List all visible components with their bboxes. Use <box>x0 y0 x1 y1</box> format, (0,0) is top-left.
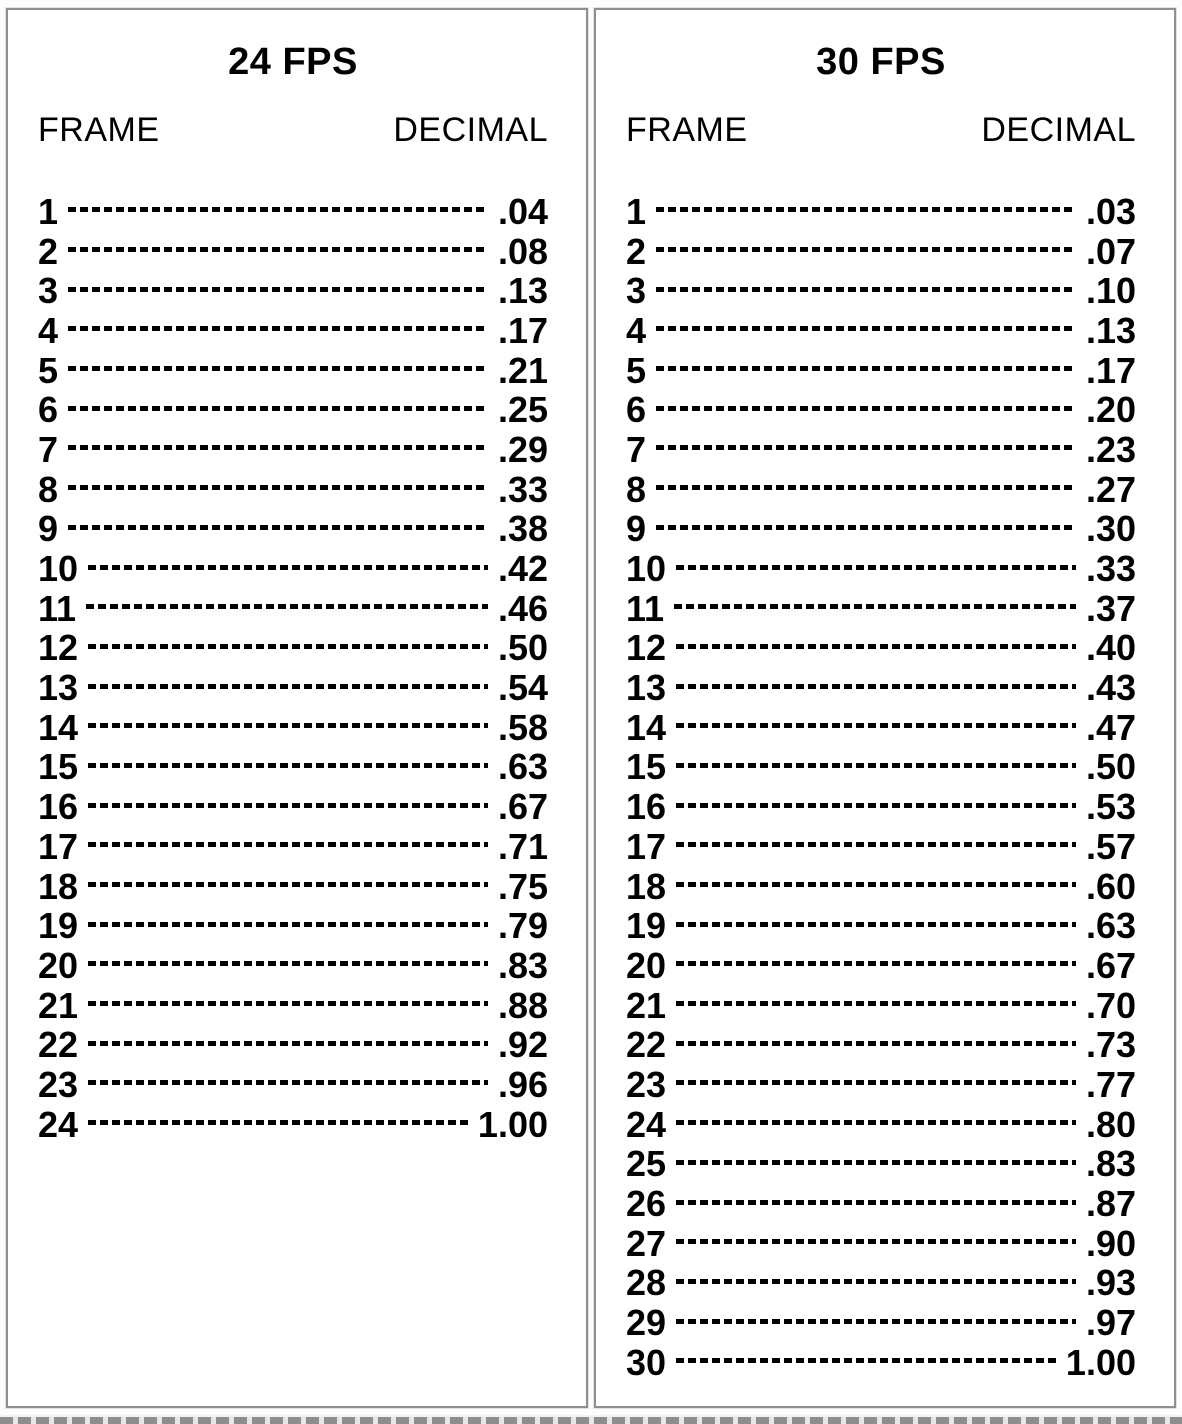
frame-number: 21 <box>38 984 79 1026</box>
table-row <box>38 1025 548 1065</box>
decimal-value: .73 <box>1085 1024 1136 1066</box>
frame-number: 11 <box>38 587 77 629</box>
dash-leader <box>676 1358 1056 1363</box>
table-row <box>626 668 1136 708</box>
frame-number: 13 <box>38 667 79 709</box>
frame-column-header: FRAME <box>38 111 160 149</box>
frame-number: 7 <box>38 428 59 470</box>
table-row <box>626 867 1136 907</box>
table-row <box>626 271 1136 311</box>
dash-leader <box>676 1279 1076 1284</box>
decimal-value: .40 <box>1085 627 1136 669</box>
decimal-value: .75 <box>497 865 548 907</box>
dash-leader <box>656 287 1076 292</box>
dash-leader <box>676 1319 1076 1324</box>
dash-leader <box>88 565 488 570</box>
frame-number: 5 <box>38 349 59 391</box>
dash-leader <box>88 842 488 847</box>
frame-number: 12 <box>38 627 79 669</box>
decimal-value: .93 <box>1085 1262 1136 1304</box>
table-title-24fps: 24 FPS <box>228 41 358 83</box>
frame-number: 3 <box>626 270 647 312</box>
decimal-value: 1.00 <box>477 1103 548 1145</box>
decimal-value: .33 <box>1085 548 1136 590</box>
frame-number: 1 <box>38 190 59 232</box>
decimal-value: .80 <box>1085 1103 1136 1145</box>
dash-leader <box>676 684 1076 689</box>
decimal-value: .79 <box>497 905 548 947</box>
table-row <box>626 430 1136 470</box>
table-row <box>38 946 548 986</box>
decimal-value: .83 <box>497 944 548 986</box>
dash-leader <box>88 1001 488 1006</box>
decimal-value: .90 <box>1085 1222 1136 1264</box>
dash-leader <box>68 406 488 411</box>
dash-leader <box>676 1080 1076 1085</box>
decimal-value: .47 <box>1085 706 1136 748</box>
table-row <box>38 787 548 827</box>
dash-leader <box>88 922 488 927</box>
frame-number: 4 <box>626 309 647 351</box>
decimal-value: .58 <box>497 706 548 748</box>
dash-leader <box>676 803 1076 808</box>
dash-leader <box>88 723 488 728</box>
dash-leader <box>676 1160 1076 1165</box>
table-row <box>626 1303 1136 1343</box>
frame-number: 16 <box>38 786 79 828</box>
dash-leader <box>676 1120 1076 1125</box>
table-row <box>38 1105 548 1145</box>
table-row <box>38 1065 548 1105</box>
frame-number: 17 <box>626 825 667 867</box>
decimal-value: .96 <box>497 1063 548 1105</box>
table-row <box>626 629 1136 669</box>
table-row <box>38 589 548 629</box>
frame-number: 29 <box>626 1302 667 1344</box>
decimal-value: .46 <box>497 587 548 629</box>
dash-leader <box>88 961 488 966</box>
table-row <box>38 430 548 470</box>
column-headers <box>626 112 1136 148</box>
table-row <box>626 827 1136 867</box>
frame-number: 17 <box>38 825 79 867</box>
dash-leader <box>88 1080 488 1085</box>
decimal-value: .57 <box>1085 825 1136 867</box>
fps-30-table-panel <box>594 8 1176 1408</box>
frame-number: 8 <box>626 468 647 510</box>
frame-number: 27 <box>626 1222 667 1264</box>
decimal-value: .08 <box>497 230 548 272</box>
decimal-value: .07 <box>1085 230 1136 272</box>
frame-number: 23 <box>626 1063 667 1105</box>
table-rows-24fps <box>38 192 548 1145</box>
frame-number: 3 <box>38 270 59 312</box>
frame-number: 19 <box>626 905 667 947</box>
dash-leader <box>674 604 1076 609</box>
dash-leader <box>88 644 488 649</box>
dash-leader <box>68 485 488 490</box>
dash-leader <box>676 763 1076 768</box>
dash-leader <box>656 207 1076 212</box>
decimal-value: .77 <box>1085 1063 1136 1105</box>
frame-number: 19 <box>38 905 79 947</box>
decimal-value: .97 <box>1085 1302 1136 1344</box>
dash-leader <box>88 1041 488 1046</box>
table-row <box>626 986 1136 1026</box>
decimal-value: .50 <box>497 627 548 669</box>
dash-leader <box>676 882 1076 887</box>
dash-leader <box>676 1041 1076 1046</box>
frame-number: 23 <box>38 1063 79 1105</box>
decimal-value: .63 <box>1085 905 1136 947</box>
dash-leader <box>88 882 488 887</box>
frame-number: 6 <box>626 389 647 431</box>
table-row <box>626 906 1136 946</box>
frame-number: 10 <box>38 548 79 590</box>
decimal-value: .53 <box>1085 786 1136 828</box>
table-row <box>626 351 1136 391</box>
decimal-value: .88 <box>497 984 548 1026</box>
dash-leader <box>88 1120 468 1125</box>
dash-leader <box>68 287 488 292</box>
decimal-value: .43 <box>1085 667 1136 709</box>
decimal-value: .33 <box>497 468 548 510</box>
table-row <box>38 271 548 311</box>
frame-number: 7 <box>626 428 647 470</box>
dash-leader <box>676 644 1076 649</box>
frame-number: 30 <box>626 1341 667 1383</box>
table-row <box>626 1264 1136 1304</box>
dash-leader <box>88 763 488 768</box>
table-row <box>38 232 548 272</box>
dash-leader <box>68 445 488 450</box>
decimal-value: .17 <box>1085 349 1136 391</box>
dash-leader <box>656 445 1076 450</box>
frame-number: 4 <box>38 309 59 351</box>
frame-number: 16 <box>626 786 667 828</box>
table-row <box>38 708 548 748</box>
table-row <box>626 470 1136 510</box>
table-row <box>626 748 1136 788</box>
decimal-column-header: DECIMAL <box>981 111 1136 149</box>
decimal-value: .87 <box>1085 1183 1136 1225</box>
decimal-value: .50 <box>1085 746 1136 788</box>
table-row <box>626 232 1136 272</box>
table-row <box>38 351 548 391</box>
dash-leader <box>656 485 1076 490</box>
dash-leader <box>676 922 1076 927</box>
frame-number: 2 <box>626 230 647 272</box>
frame-number: 21 <box>626 984 667 1026</box>
table-row <box>626 549 1136 589</box>
table-row <box>626 708 1136 748</box>
dash-leader <box>68 247 488 252</box>
frame-number: 11 <box>626 587 665 629</box>
frame-number: 10 <box>626 548 667 590</box>
table-row <box>626 1025 1136 1065</box>
decimal-value: .13 <box>1085 309 1136 351</box>
table-row <box>38 390 548 430</box>
decimal-value: .27 <box>1085 468 1136 510</box>
table-row <box>626 1065 1136 1105</box>
table-row <box>626 589 1136 629</box>
frame-number: 18 <box>626 865 667 907</box>
frame-number: 20 <box>38 944 79 986</box>
decimal-value: .17 <box>497 309 548 351</box>
frame-number: 14 <box>626 706 667 748</box>
fps-24-table-panel <box>6 8 588 1408</box>
frame-number: 15 <box>626 746 667 788</box>
table-row <box>626 1184 1136 1224</box>
table-row <box>626 390 1136 430</box>
dash-leader <box>676 565 1076 570</box>
frame-number: 28 <box>626 1262 667 1304</box>
decimal-value: .70 <box>1085 984 1136 1026</box>
table-row <box>626 1105 1136 1145</box>
frame-number: 2 <box>38 230 59 272</box>
frame-number: 8 <box>38 468 59 510</box>
table-row <box>38 867 548 907</box>
decimal-value: .92 <box>497 1024 548 1066</box>
decimal-value: .21 <box>497 349 548 391</box>
page-bottom-cutoff-strip <box>0 1415 1182 1424</box>
decimal-value: .30 <box>1085 508 1136 550</box>
dash-leader <box>88 684 488 689</box>
table-row <box>38 629 548 669</box>
dash-leader <box>676 723 1076 728</box>
table-rows-30fps <box>626 192 1136 1383</box>
frame-number: 22 <box>38 1024 79 1066</box>
frame-number: 12 <box>626 627 667 669</box>
dash-leader <box>656 326 1076 331</box>
decimal-value: .20 <box>1085 389 1136 431</box>
dash-leader <box>68 207 488 212</box>
table-row <box>38 470 548 510</box>
table-row <box>38 986 548 1026</box>
decimal-value: .71 <box>497 825 548 867</box>
table-row <box>38 192 548 232</box>
dash-leader <box>676 961 1076 966</box>
table-row <box>38 311 548 351</box>
dash-leader <box>656 366 1076 371</box>
dash-leader <box>86 604 488 609</box>
frame-number: 22 <box>626 1024 667 1066</box>
dash-leader <box>676 1239 1076 1244</box>
table-row <box>626 787 1136 827</box>
decimal-value: .25 <box>497 389 548 431</box>
table-row <box>38 748 548 788</box>
decimal-value: .60 <box>1085 865 1136 907</box>
dash-leader <box>68 525 488 530</box>
dash-leader <box>68 366 488 371</box>
panels-container <box>6 8 1176 1408</box>
dash-leader <box>676 842 1076 847</box>
decimal-value: .04 <box>497 190 548 232</box>
frame-number: 24 <box>38 1103 79 1145</box>
table-row <box>38 549 548 589</box>
table-row <box>38 827 548 867</box>
decimal-column-header: DECIMAL <box>393 111 548 149</box>
decimal-value: .67 <box>1085 944 1136 986</box>
frame-number: 9 <box>38 508 59 550</box>
frame-number: 13 <box>626 667 667 709</box>
dash-leader <box>88 803 488 808</box>
dash-leader <box>656 406 1076 411</box>
frame-number: 5 <box>626 349 647 391</box>
table-row <box>626 1343 1136 1383</box>
decimal-value: .67 <box>497 786 548 828</box>
table-row <box>626 192 1136 232</box>
column-headers <box>38 112 548 148</box>
decimal-value: .10 <box>1085 270 1136 312</box>
table-row <box>38 668 548 708</box>
dash-leader <box>68 326 488 331</box>
decimal-value: .38 <box>497 508 548 550</box>
table-row <box>626 1145 1136 1185</box>
dash-leader <box>656 247 1076 252</box>
frame-number: 14 <box>38 706 79 748</box>
decimal-value: .63 <box>497 746 548 788</box>
frame-number: 6 <box>38 389 59 431</box>
dash-leader <box>676 1200 1076 1205</box>
dash-leader <box>656 525 1076 530</box>
decimal-value: .29 <box>497 428 548 470</box>
frame-number: 18 <box>38 865 79 907</box>
frame-number: 9 <box>626 508 647 550</box>
table-row <box>38 906 548 946</box>
decimal-value: .37 <box>1085 587 1136 629</box>
frame-number: 15 <box>38 746 79 788</box>
decimal-value: .13 <box>497 270 548 312</box>
frame-number: 1 <box>626 190 647 232</box>
decimal-value: .83 <box>1085 1143 1136 1185</box>
frame-number: 20 <box>626 944 667 986</box>
frame-number: 26 <box>626 1183 667 1225</box>
frame-column-header: FRAME <box>626 111 748 149</box>
table-title-30fps: 30 FPS <box>816 41 946 83</box>
decimal-value: .42 <box>497 548 548 590</box>
decimal-value: .23 <box>1085 428 1136 470</box>
decimal-value: 1.00 <box>1065 1341 1136 1383</box>
frame-number: 24 <box>626 1103 667 1145</box>
decimal-value: .54 <box>497 667 548 709</box>
decimal-value: .03 <box>1085 190 1136 232</box>
table-row <box>626 946 1136 986</box>
table-row <box>626 311 1136 351</box>
table-row <box>38 510 548 550</box>
frame-number: 25 <box>626 1143 667 1185</box>
table-row <box>626 510 1136 550</box>
dash-leader <box>676 1001 1076 1006</box>
table-row <box>626 1224 1136 1264</box>
